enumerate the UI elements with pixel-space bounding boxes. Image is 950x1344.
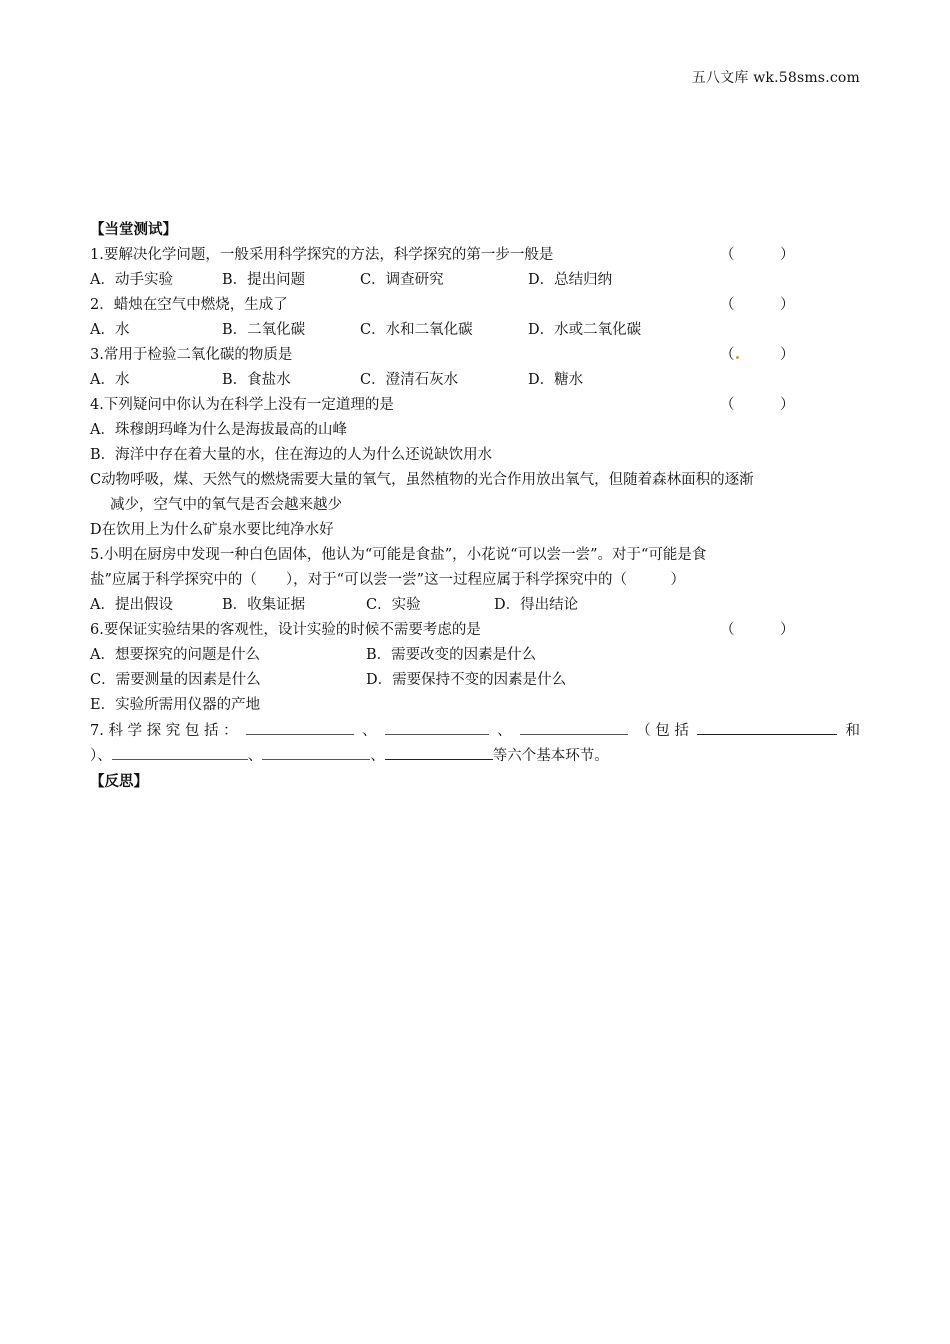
question-2: 2．蜡烛在空气中燃烧，生成了 （ ）: [90, 297, 795, 313]
answer-blank[interactable]: [112, 743, 248, 760]
question-3: 3.常用于检验二氧化碳的物质是 （ ）: [90, 347, 795, 363]
question-7-lead: 7. 科 学 探 究 包 括 ：: [90, 723, 238, 739]
option-d: D．得出结论: [494, 597, 579, 613]
answer-blank[interactable]: [246, 718, 354, 735]
option-c: C．澄清石灰水: [360, 372, 459, 388]
question-5-line-2: 盐”应属于科学探究中的（ ），对于“可以尝一尝”这一过程应属于科学探究中的（ ）: [90, 572, 685, 588]
answer-blank[interactable]: [385, 718, 489, 735]
option-a: A．水: [90, 322, 130, 338]
option-d: D．水或二氧化碳: [528, 322, 642, 338]
question-3-stem: 3.常用于检验二氧化碳的物质是: [90, 347, 293, 363]
option-a: A．动手实验: [90, 272, 173, 288]
option-b: B．提出问题: [222, 272, 306, 288]
question-6-option-e: E．实验所需用仪器的产地: [90, 697, 261, 713]
question-7-open: （ 包 括: [636, 723, 689, 739]
question-4-option-d: D在饮用上为什么矿泉水要比纯净水好: [90, 522, 334, 538]
option-b: B．需要改变的因素是什么: [366, 647, 537, 663]
question-2-stem: 2．蜡烛在空气中燃烧，生成了: [90, 297, 288, 313]
question-7-tail: 等六个基本环节。: [492, 748, 609, 764]
question-4-option-c: C动物呼吸，煤、天然气的燃烧需要大量的氧气，虽然植物的光合作用放出氧气，但随着森林面积的逐渐: [90, 472, 754, 488]
option-b: B．二氧化碳: [222, 322, 306, 338]
option-a: A．想要探究的问题是什么: [90, 647, 260, 663]
question-5-line-1: 5.小明在厨房中发现一种白色固体，他认为“可能是食盐”，小花说“可以尝一尝”。对于“可能是食: [90, 547, 707, 563]
separator: 、: [370, 748, 385, 764]
option-d: D．糖水: [528, 372, 584, 388]
option-a: A．水: [90, 372, 130, 388]
question-5-options: [90, 593, 860, 618]
option-d: D．总结归纳: [528, 272, 613, 288]
question-4: 4.下列疑问中你认为在科学上没有一定道理的是 （ ）: [90, 397, 795, 413]
answer-blank[interactable]: [697, 718, 837, 735]
question-1-stem: 1.要解决化学问题，一般采用科学探究的方法，科学探究的第一步一般是: [90, 247, 554, 263]
option-a: A．提出假设: [90, 597, 173, 613]
question-1: 1.要解决化学问题，一般采用科学探究的方法，科学探究的第一步一般是 （ ）: [90, 247, 795, 263]
question-4-option-a: A．珠穆朗玛峰为什么是海拔最高的山峰: [90, 422, 347, 438]
option-b: B．食盐水: [222, 372, 291, 388]
question-3-options: [90, 368, 860, 393]
question-4-option-c-cont: 减少，空气中的氧气是否会越来越少: [110, 497, 342, 513]
answer-blank[interactable]: [520, 718, 628, 735]
reflection-title: 【反思】: [90, 774, 148, 790]
section-title: 【当堂测试】: [90, 222, 177, 238]
site-header: 五八文库 wk.58sms.com: [691, 70, 860, 86]
question-6-options-ab: [90, 643, 860, 668]
option-c: C．调查研究: [360, 272, 444, 288]
question-6: 6.要保证实验结果的客观性，设计实验的时候不需要考虑的是 （ ）: [90, 622, 795, 638]
worksheet-content: [90, 218, 860, 795]
separator: 、: [247, 748, 263, 764]
question-6-options-cd: [90, 668, 860, 693]
separator: 、: [497, 723, 512, 739]
separator: 、: [362, 723, 377, 739]
question-6-stem: 6.要保证实验结果的客观性，设计实验的时候不需要考虑的是: [90, 622, 481, 638]
option-d: D．需要保持不变的因素是什么: [366, 672, 567, 688]
option-c: C．水和二氧化碳: [360, 322, 473, 338]
question-7-and: 和: [845, 723, 860, 739]
stray-dot: [736, 356, 739, 359]
question-1-options: [90, 268, 860, 293]
question-7-line-2: [90, 743, 860, 768]
question-4-stem: 4.下列疑问中你认为在科学上没有一定道理的是: [90, 397, 394, 413]
option-c: C．需要测量的因素是什么: [90, 672, 261, 688]
question-4-option-b: B．海洋中存在着大量的水，住在海边的人为什么还说缺饮用水: [90, 447, 493, 463]
question-7-line-1: [90, 718, 860, 743]
option-b: B．收集证据: [222, 597, 306, 613]
answer-blank[interactable]: [262, 743, 370, 760]
question-2-options: [90, 318, 860, 343]
option-c: C．实验: [366, 597, 421, 613]
answer-blank[interactable]: [385, 743, 493, 760]
question-7-close: ）、: [90, 748, 112, 764]
